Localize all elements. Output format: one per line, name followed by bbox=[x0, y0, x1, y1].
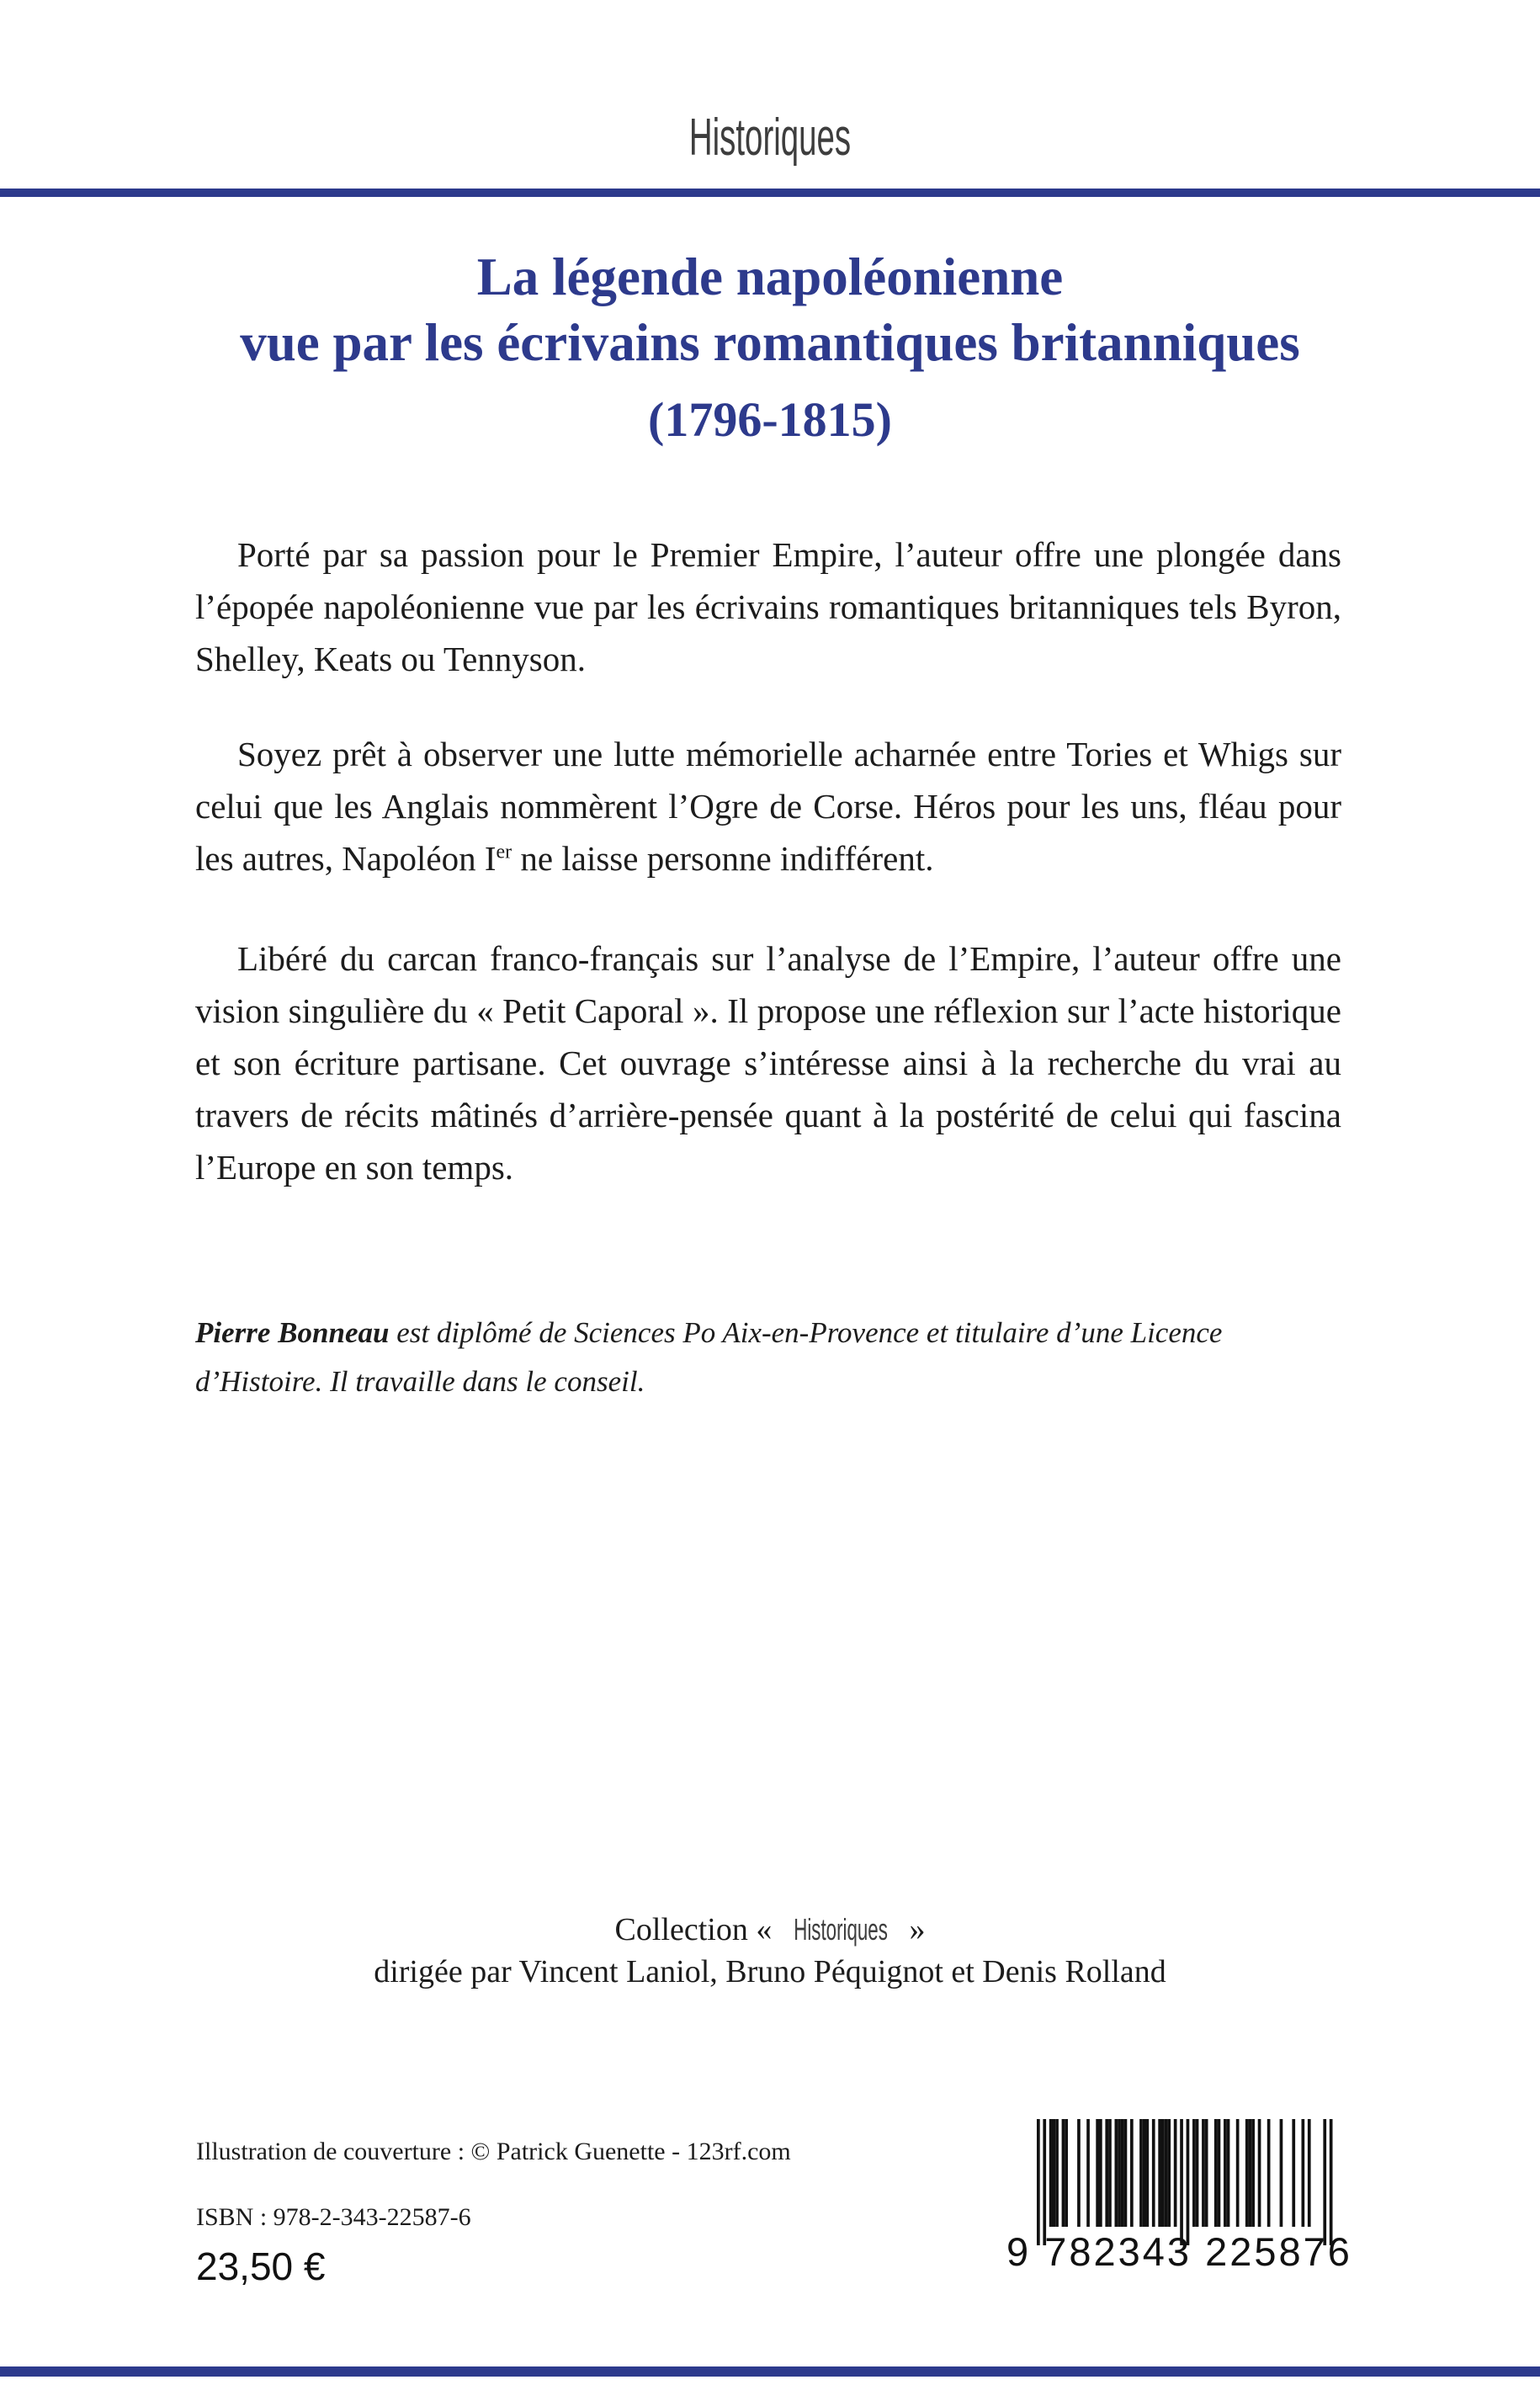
collection-line bbox=[0, 1909, 1540, 1951]
collection-directors: dirigée par Vincent Laniol, Bruno Péquignot et Denis Rolland bbox=[374, 1954, 1166, 1989]
barcode-bar bbox=[1174, 2119, 1177, 2227]
barcode-bar bbox=[1108, 2119, 1112, 2227]
barcode-bar bbox=[1130, 2119, 1134, 2227]
price: 23,50 € bbox=[196, 2244, 326, 2288]
cover-credit: Illustration de couverture : © Patrick Guenette - 123rf.com bbox=[196, 2138, 791, 2165]
barcode-bar bbox=[1055, 2119, 1059, 2227]
barcode-bar bbox=[1258, 2119, 1261, 2227]
barcode-bar bbox=[1037, 2119, 1040, 2245]
series-logo: Historiques bbox=[688, 109, 852, 167]
barcode-bar bbox=[1292, 2119, 1295, 2227]
barcode-bar bbox=[1053, 2119, 1056, 2227]
blurb-paragraph-1: Porté par sa passion pour le Premier Empire, l’auteur offre une plongée dans l’épopée napoléonienne vue par les écrivains romantiques britanniques tels Byron, Shelley, Keats ou Tennyson. bbox=[195, 535, 1341, 678]
top-rule bbox=[0, 189, 1540, 197]
blurb-paragraph-2 bbox=[195, 728, 1341, 884]
barcode-bar bbox=[1251, 2119, 1255, 2227]
bottom-rule bbox=[0, 2366, 1540, 2377]
barcode-bar bbox=[1202, 2119, 1205, 2227]
barcode-bar bbox=[1077, 2119, 1081, 2227]
barcode-bar bbox=[1158, 2119, 1161, 2227]
barcode-bar bbox=[1180, 2119, 1183, 2245]
barcode-bar bbox=[1049, 2119, 1053, 2227]
author-name: Pierre Bonneau bbox=[195, 1316, 390, 1349]
barcode-bar bbox=[1115, 2119, 1118, 2227]
barcode-bar bbox=[1146, 2119, 1150, 2227]
barcode-bar bbox=[1249, 2119, 1252, 2227]
barcode-bar bbox=[1121, 2119, 1124, 2227]
barcode-bar bbox=[1118, 2119, 1121, 2227]
barcode-bar bbox=[1124, 2119, 1128, 2227]
barcode-bar bbox=[1167, 2119, 1171, 2227]
barcode-bar bbox=[1224, 2119, 1227, 2227]
barcode-bar bbox=[1139, 2119, 1143, 2227]
barcode-bar bbox=[1214, 2119, 1218, 2227]
barcode-bar bbox=[1236, 2119, 1240, 2227]
ordinal-superscript: er bbox=[496, 841, 512, 863]
collection-series-logo: Historiques bbox=[794, 1912, 888, 1947]
barcode-bar bbox=[1218, 2119, 1221, 2227]
barcode-bar bbox=[1065, 2119, 1068, 2227]
collection-prefix: Collection « bbox=[614, 1912, 780, 1947]
barcode-bar bbox=[1302, 2119, 1305, 2227]
barcode-bar bbox=[1280, 2119, 1283, 2227]
barcode-bar bbox=[1096, 2119, 1099, 2227]
barcode-bar bbox=[1308, 2119, 1311, 2227]
barcode-bar bbox=[1062, 2119, 1065, 2227]
barcode-bar bbox=[1161, 2119, 1165, 2227]
barcode-bar bbox=[1143, 2119, 1146, 2227]
barcode-bar bbox=[1245, 2119, 1249, 2227]
barcode-bar bbox=[1187, 2119, 1190, 2245]
title-line-2: vue par les écrivains romantiques britanniques bbox=[240, 313, 1300, 372]
barcode-bar bbox=[1323, 2119, 1326, 2245]
author-bio bbox=[195, 1309, 1341, 1406]
isbn: ISBN : 978-2-343-22587-6 bbox=[196, 2203, 471, 2231]
barcode-bar bbox=[1165, 2119, 1168, 2227]
blurb-paragraph-3: Libéré du carcan franco-français sur l’analyse de l’Empire, l’auteur offre une vision singulière du « Petit Caporal ». Il propose une réflexion sur l’acte historique et son écriture partisane. Cet ouvrage s’intéresse ainsi à la recherche du vrai au travers de récits mâtinés d’arrière-pensée quant à la postérité de celui qui fascina l’Europe en son temps. bbox=[195, 939, 1341, 1187]
collection-suffix: » bbox=[900, 1912, 926, 1947]
barcode-bar bbox=[1043, 2119, 1046, 2245]
barcode-bar bbox=[1227, 2119, 1230, 2227]
barcode-bar bbox=[1105, 2119, 1108, 2227]
barcode-digits: 9 782343 225876 bbox=[1006, 2229, 1352, 2274]
title-dates: (1796-1815) bbox=[648, 392, 892, 447]
barcode-bar bbox=[1267, 2119, 1271, 2227]
author-bio-text: est diplômé de Sciences Po Aix-en-Provence et titulaire d’une Licence d’Histoire. Il travaille dans le conseil. bbox=[195, 1316, 1223, 1398]
barcode-bar bbox=[1205, 2119, 1208, 2227]
barcode-bar bbox=[1086, 2119, 1090, 2227]
barcode-bar bbox=[1192, 2119, 1196, 2227]
barcode-bar bbox=[1330, 2119, 1333, 2245]
title-line-1: La légende napoléonienne bbox=[476, 247, 1064, 306]
barcode-bar bbox=[1099, 2119, 1102, 2227]
blurb-paragraph-2-a: Soyez prêt à observer une lutte mémorielle acharnée entre Tories et Whigs sur celui que les Anglais nommèrent l’Ogre de Corse. Héros pour les uns, fléau pour les autres, Napoléon I bbox=[195, 735, 1341, 878]
blurb-paragraph-2-b: ne laisse personne indifférent. bbox=[512, 839, 934, 878]
barcode-bar bbox=[1196, 2119, 1199, 2227]
barcode-bar bbox=[1152, 2119, 1155, 2227]
